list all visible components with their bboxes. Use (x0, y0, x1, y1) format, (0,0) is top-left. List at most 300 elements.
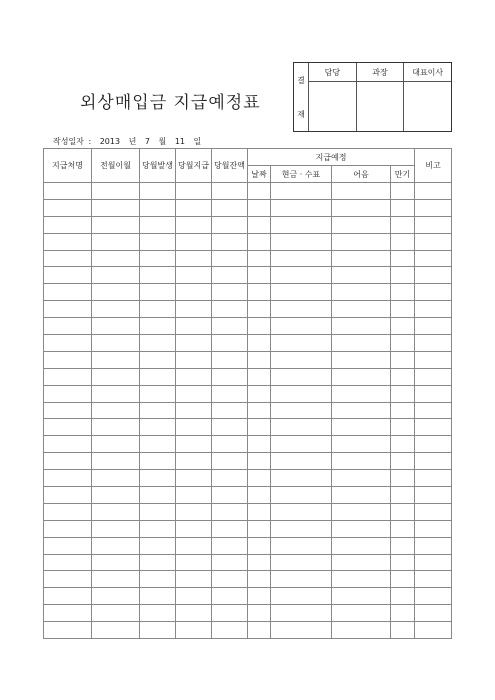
table-cell[interactable] (176, 554, 212, 571)
table-cell[interactable] (140, 503, 176, 520)
table-row (44, 267, 452, 284)
table-cell[interactable] (140, 470, 176, 487)
table-cell[interactable] (415, 368, 452, 385)
table-cell[interactable] (391, 385, 415, 402)
table-cell[interactable] (92, 351, 140, 368)
table-cell[interactable] (212, 419, 248, 436)
table-cell[interactable] (248, 588, 271, 605)
table-cell[interactable] (391, 571, 415, 588)
table-cell[interactable] (271, 301, 332, 318)
table-cell[interactable] (332, 183, 391, 200)
table-cell[interactable] (248, 470, 271, 487)
subheader-cash-check: 현금 · 수표 (271, 166, 332, 183)
table-cell[interactable] (92, 199, 140, 216)
table-cell[interactable] (248, 351, 271, 368)
table-cell[interactable] (140, 351, 176, 368)
table-cell[interactable] (415, 537, 452, 554)
table-cell[interactable] (140, 588, 176, 605)
table-cell[interactable] (92, 588, 140, 605)
table-cell[interactable] (391, 402, 415, 419)
table-cell[interactable] (44, 199, 92, 216)
table-cell[interactable] (332, 351, 391, 368)
table-cell[interactable] (415, 554, 452, 571)
table-row (44, 503, 452, 520)
table-cell[interactable] (332, 368, 391, 385)
table-cell[interactable] (92, 520, 140, 537)
table-cell[interactable] (271, 554, 332, 571)
table-cell[interactable] (248, 267, 271, 284)
table-cell[interactable] (140, 199, 176, 216)
table-cell[interactable] (391, 520, 415, 537)
table-cell[interactable] (271, 487, 332, 504)
table-cell[interactable] (140, 622, 176, 639)
table-cell[interactable] (44, 487, 92, 504)
table-cell[interactable] (391, 436, 415, 453)
table-cell[interactable] (415, 453, 452, 470)
table-cell[interactable] (212, 267, 248, 284)
table-cell[interactable] (415, 216, 452, 233)
table-cell[interactable] (391, 301, 415, 318)
table-cell[interactable] (415, 436, 452, 453)
table-cell[interactable] (176, 402, 212, 419)
table-row (44, 487, 452, 504)
table-cell[interactable] (391, 318, 415, 335)
table-cell[interactable] (391, 284, 415, 301)
table-cell[interactable] (271, 537, 332, 554)
table-cell[interactable] (92, 183, 140, 200)
table-cell[interactable] (44, 622, 92, 639)
table-cell[interactable] (212, 301, 248, 318)
table-cell[interactable] (92, 605, 140, 622)
table-cell[interactable] (140, 216, 176, 233)
table-cell[interactable] (212, 520, 248, 537)
table-row (44, 436, 452, 453)
table-cell[interactable] (332, 301, 391, 318)
table-cell[interactable] (92, 436, 140, 453)
table-cell[interactable] (391, 335, 415, 352)
table-cell[interactable] (212, 183, 248, 200)
table-cell[interactable] (140, 183, 176, 200)
table-cell[interactable] (271, 368, 332, 385)
table-cell[interactable] (415, 183, 452, 200)
table-cell[interactable] (415, 503, 452, 520)
table-cell[interactable] (140, 571, 176, 588)
table-cell[interactable] (140, 453, 176, 470)
approval-role-staff: 담당 (309, 63, 356, 82)
table-cell[interactable] (212, 284, 248, 301)
table-cell[interactable] (140, 250, 176, 267)
table-cell[interactable] (271, 588, 332, 605)
table-cell[interactable] (271, 267, 332, 284)
table-cell[interactable] (271, 503, 332, 520)
header-schedule: 지급예정 (248, 149, 415, 166)
table-cell[interactable] (391, 183, 415, 200)
table-cell[interactable] (415, 335, 452, 352)
table-cell[interactable] (176, 368, 212, 385)
table-cell[interactable] (271, 453, 332, 470)
table-cell[interactable] (92, 301, 140, 318)
table-cell[interactable] (248, 402, 271, 419)
table-cell[interactable] (44, 588, 92, 605)
table-cell[interactable] (248, 537, 271, 554)
date-year-unit: 년 (128, 137, 137, 146)
table-cell[interactable] (332, 335, 391, 352)
table-cell[interactable] (271, 233, 332, 250)
table-cell[interactable] (271, 605, 332, 622)
table-cell[interactable] (271, 250, 332, 267)
table-cell[interactable] (271, 436, 332, 453)
table-cell[interactable] (391, 351, 415, 368)
table-cell[interactable] (248, 284, 271, 301)
table-cell[interactable] (248, 571, 271, 588)
table-cell[interactable] (140, 233, 176, 250)
table-cell[interactable] (92, 250, 140, 267)
table-cell[interactable] (212, 470, 248, 487)
table-cell[interactable] (176, 250, 212, 267)
table-cell[interactable] (391, 267, 415, 284)
table-cell[interactable] (391, 554, 415, 571)
approval-sign-ceo[interactable] (404, 82, 451, 131)
table-cell[interactable] (44, 537, 92, 554)
table-cell[interactable] (44, 520, 92, 537)
table-cell[interactable] (140, 284, 176, 301)
table-cell[interactable] (92, 368, 140, 385)
table-cell[interactable] (92, 554, 140, 571)
approval-col-staff (309, 63, 357, 131)
table-cell[interactable] (391, 453, 415, 470)
table-cell[interactable] (176, 503, 212, 520)
table-cell[interactable] (391, 216, 415, 233)
table-cell[interactable] (212, 233, 248, 250)
table-cell[interactable] (44, 554, 92, 571)
table-cell[interactable] (44, 503, 92, 520)
table-cell[interactable] (176, 385, 212, 402)
table-cell[interactable] (92, 470, 140, 487)
table-cell[interactable] (332, 402, 391, 419)
subheader-bill: 어음 (332, 166, 391, 183)
table-cell[interactable] (415, 622, 452, 639)
table-cell[interactable] (332, 385, 391, 402)
table-cell[interactable] (176, 537, 212, 554)
table-cell[interactable] (332, 216, 391, 233)
table-cell[interactable] (332, 267, 391, 284)
table-cell[interactable] (248, 318, 271, 335)
table-cell[interactable] (415, 520, 452, 537)
table-cell[interactable] (332, 503, 391, 520)
table-cell[interactable] (92, 385, 140, 402)
table-cell[interactable] (271, 419, 332, 436)
table-cell[interactable] (176, 520, 212, 537)
table-cell[interactable] (44, 183, 92, 200)
table-cell[interactable] (271, 520, 332, 537)
table-cell[interactable] (212, 554, 248, 571)
table-cell[interactable] (332, 622, 391, 639)
table-cell[interactable] (44, 436, 92, 453)
table-cell[interactable] (415, 318, 452, 335)
table-cell[interactable] (391, 605, 415, 622)
table-cell[interactable] (415, 605, 452, 622)
table-cell[interactable] (92, 402, 140, 419)
table-row (44, 250, 452, 267)
table-cell[interactable] (44, 351, 92, 368)
table-row (44, 183, 452, 200)
table-cell[interactable] (332, 605, 391, 622)
table-cell[interactable] (415, 385, 452, 402)
table-cell[interactable] (176, 622, 212, 639)
table-cell[interactable] (248, 301, 271, 318)
table-cell[interactable] (176, 487, 212, 504)
table-cell[interactable] (92, 622, 140, 639)
table-cell[interactable] (415, 199, 452, 216)
table-cell[interactable] (332, 571, 391, 588)
table-cell[interactable] (92, 233, 140, 250)
approval-sign-manager[interactable] (357, 82, 404, 131)
table-cell[interactable] (92, 503, 140, 520)
table-row (44, 233, 452, 250)
table-cell[interactable] (248, 419, 271, 436)
table-cell[interactable] (140, 267, 176, 284)
table-cell[interactable] (176, 216, 212, 233)
date-year[interactable]: 2013 (99, 137, 121, 146)
table-cell[interactable] (44, 605, 92, 622)
table-cell[interactable] (391, 470, 415, 487)
table-cell[interactable] (212, 318, 248, 335)
table-cell[interactable] (44, 453, 92, 470)
table-cell[interactable] (332, 250, 391, 267)
approval-sign-staff[interactable] (309, 82, 356, 131)
table-cell[interactable] (212, 605, 248, 622)
table-cell[interactable] (391, 487, 415, 504)
table-cell[interactable] (44, 419, 92, 436)
table-cell[interactable] (92, 419, 140, 436)
table-cell[interactable] (212, 622, 248, 639)
table-cell[interactable] (248, 199, 271, 216)
table-cell[interactable] (271, 622, 332, 639)
table-cell[interactable] (92, 487, 140, 504)
table-cell[interactable] (92, 216, 140, 233)
table-cell[interactable] (415, 571, 452, 588)
table-cell[interactable] (332, 318, 391, 335)
table-cell[interactable] (248, 385, 271, 402)
table-cell[interactable] (212, 571, 248, 588)
table-cell[interactable] (44, 284, 92, 301)
table-cell[interactable] (415, 588, 452, 605)
table-cell[interactable] (391, 537, 415, 554)
subheader-maturity: 만기 (391, 166, 415, 183)
header-month-incurred: 당월발생 (140, 149, 176, 183)
table-cell[interactable] (212, 487, 248, 504)
table-cell[interactable] (332, 436, 391, 453)
table-cell[interactable] (271, 335, 332, 352)
table-cell[interactable] (44, 233, 92, 250)
table-cell[interactable] (391, 419, 415, 436)
table-cell[interactable] (176, 284, 212, 301)
table-cell[interactable] (248, 605, 271, 622)
table-cell[interactable] (248, 487, 271, 504)
table-cell[interactable] (140, 385, 176, 402)
table-cell[interactable] (140, 301, 176, 318)
table-cell[interactable] (140, 605, 176, 622)
table-cell[interactable] (140, 335, 176, 352)
table-cell[interactable] (140, 487, 176, 504)
table-cell[interactable] (176, 470, 212, 487)
table-cell[interactable] (271, 385, 332, 402)
table-cell[interactable] (391, 233, 415, 250)
table-cell[interactable] (271, 183, 332, 200)
table-cell[interactable] (332, 487, 391, 504)
table-cell[interactable] (176, 267, 212, 284)
table-cell[interactable] (44, 470, 92, 487)
table-cell[interactable] (44, 318, 92, 335)
table-cell[interactable] (140, 318, 176, 335)
table-cell[interactable] (44, 368, 92, 385)
table-cell[interactable] (176, 419, 212, 436)
date-day[interactable]: 11 (174, 137, 185, 146)
table-cell[interactable] (140, 419, 176, 436)
table-cell[interactable] (415, 250, 452, 267)
table-cell[interactable] (44, 267, 92, 284)
table-cell[interactable] (271, 351, 332, 368)
table-cell[interactable] (248, 233, 271, 250)
table-cell[interactable] (332, 537, 391, 554)
date-label: 작성일자 : (53, 137, 92, 146)
table-cell[interactable] (271, 199, 332, 216)
table-cell[interactable] (212, 503, 248, 520)
table-cell[interactable] (212, 402, 248, 419)
table-cell[interactable] (92, 571, 140, 588)
table-cell[interactable] (248, 554, 271, 571)
table-cell[interactable] (248, 183, 271, 200)
table-cell[interactable] (391, 622, 415, 639)
document-title: 외상매입금 지급예정표 (80, 93, 261, 113)
table-cell[interactable] (92, 318, 140, 335)
table-cell[interactable] (248, 436, 271, 453)
table-cell[interactable] (415, 470, 452, 487)
table-cell[interactable] (212, 368, 248, 385)
table-cell[interactable] (415, 301, 452, 318)
table-cell[interactable] (248, 335, 271, 352)
table-cell[interactable] (248, 503, 271, 520)
table-cell[interactable] (176, 233, 212, 250)
table-cell[interactable] (415, 419, 452, 436)
approval-col-ceo (404, 63, 451, 131)
table-cell[interactable] (140, 402, 176, 419)
table-cell[interactable] (415, 284, 452, 301)
table-cell[interactable] (391, 368, 415, 385)
table-cell[interactable] (176, 453, 212, 470)
table-cell[interactable] (415, 402, 452, 419)
table-cell[interactable] (212, 216, 248, 233)
table-cell[interactable] (176, 436, 212, 453)
table-cell[interactable] (44, 250, 92, 267)
table-cell[interactable] (176, 183, 212, 200)
table-cell[interactable] (212, 453, 248, 470)
table-cell[interactable] (212, 436, 248, 453)
table-cell[interactable] (212, 588, 248, 605)
table-cell[interactable] (391, 250, 415, 267)
table-cell[interactable] (332, 470, 391, 487)
table-cell[interactable] (212, 385, 248, 402)
table-cell[interactable] (140, 368, 176, 385)
table-cell[interactable] (271, 318, 332, 335)
table-cell[interactable] (248, 250, 271, 267)
table-cell[interactable] (415, 233, 452, 250)
table-row (44, 284, 452, 301)
table-cell[interactable] (176, 199, 212, 216)
table-cell[interactable] (44, 385, 92, 402)
table-row (44, 571, 452, 588)
table-cell[interactable] (44, 571, 92, 588)
table-cell[interactable] (92, 537, 140, 554)
table-cell[interactable] (415, 487, 452, 504)
table-cell[interactable] (140, 436, 176, 453)
table-cell[interactable] (332, 554, 391, 571)
table-cell[interactable] (415, 267, 452, 284)
table-cell[interactable] (212, 351, 248, 368)
table-cell[interactable] (92, 453, 140, 470)
table-cell[interactable] (140, 520, 176, 537)
table-cell[interactable] (44, 402, 92, 419)
table-cell[interactable] (271, 284, 332, 301)
table-cell[interactable] (140, 537, 176, 554)
table-cell[interactable] (212, 250, 248, 267)
table-cell[interactable] (176, 351, 212, 368)
table-cell[interactable] (248, 216, 271, 233)
table-row (44, 385, 452, 402)
table-cell[interactable] (176, 588, 212, 605)
table-cell[interactable] (248, 520, 271, 537)
table-cell[interactable] (391, 199, 415, 216)
table-cell[interactable] (332, 453, 391, 470)
table-cell[interactable] (271, 571, 332, 588)
table-cell[interactable] (92, 284, 140, 301)
table-cell[interactable] (332, 520, 391, 537)
header-prev-balance: 전월이월 (92, 149, 140, 183)
table-cell[interactable] (176, 318, 212, 335)
table-cell[interactable] (44, 301, 92, 318)
table-cell[interactable] (271, 216, 332, 233)
table-cell[interactable] (140, 554, 176, 571)
table-cell[interactable] (176, 571, 212, 588)
table-cell[interactable] (212, 335, 248, 352)
table-row (44, 605, 452, 622)
date-month[interactable]: 7 (144, 137, 150, 146)
table-cell[interactable] (248, 368, 271, 385)
table-cell[interactable] (271, 402, 332, 419)
table-cell[interactable] (271, 470, 332, 487)
table-cell[interactable] (92, 267, 140, 284)
table-cell[interactable] (176, 301, 212, 318)
table-row (44, 301, 452, 318)
table-cell[interactable] (248, 622, 271, 639)
table-cell[interactable] (44, 335, 92, 352)
table-cell[interactable] (176, 605, 212, 622)
table-cell[interactable] (332, 233, 391, 250)
table-cell[interactable] (391, 588, 415, 605)
table-cell[interactable] (212, 537, 248, 554)
table-cell[interactable] (332, 419, 391, 436)
table-cell[interactable] (44, 216, 92, 233)
table-cell[interactable] (332, 284, 391, 301)
table-cell[interactable] (391, 503, 415, 520)
table-cell[interactable] (248, 453, 271, 470)
table-cell[interactable] (176, 335, 212, 352)
table-cell[interactable] (92, 335, 140, 352)
table-cell[interactable] (212, 199, 248, 216)
table-cell[interactable] (332, 588, 391, 605)
table-cell[interactable] (415, 351, 452, 368)
table-cell[interactable] (332, 199, 391, 216)
